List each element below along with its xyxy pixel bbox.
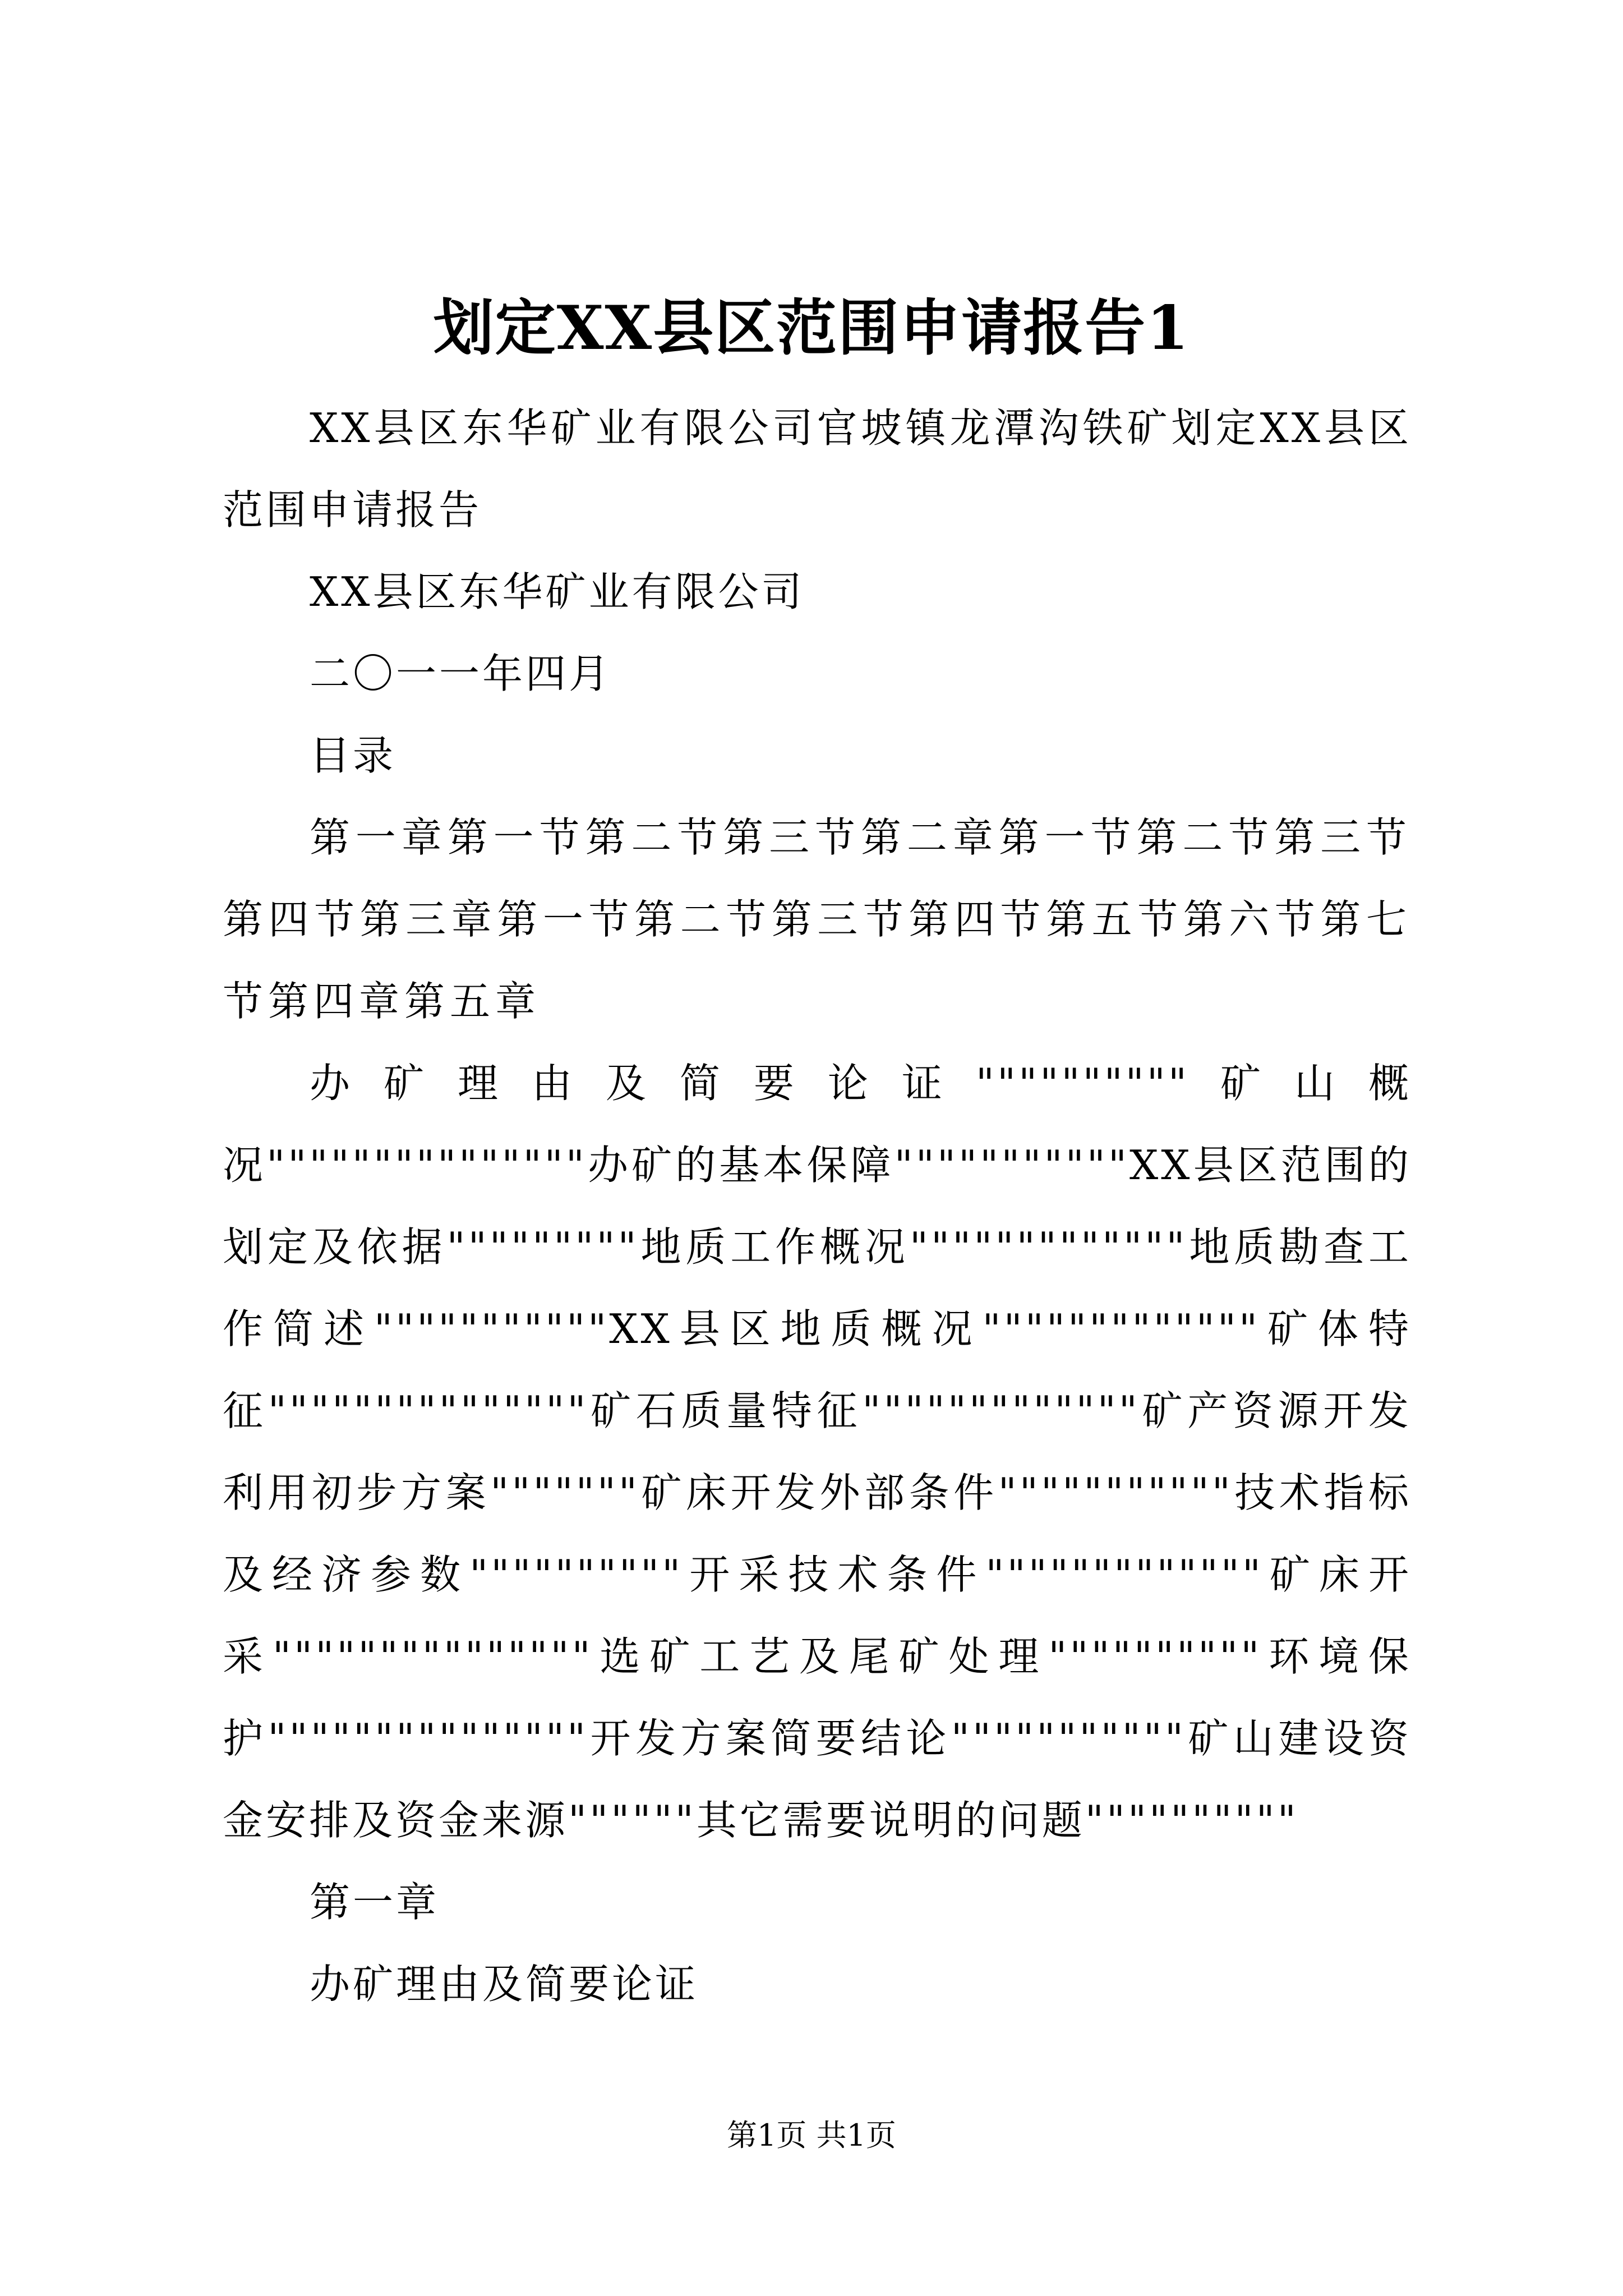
document-body <box>223 387 1412 2025</box>
toc-section-titles: 办矿理由及简要论证""""""""""矿山概况"""""""""""""""办矿的基本保障"""""""""""XX县区范围的划定及依据"""""""""地质工作概况"""""""""""""地质勘查工作简述"""""""""""XX县区地质概况"""""""""""""矿体特征"""""""""""""""矿石质量特征"""""""""""""矿产资源开发利用初步方案"""""""矿床开发外部条件"""""""""""技术指标及经济参数""""""""""开采技术条件"""""""""""""矿床开采"""""""""""""""选矿工艺及尾矿处理""""""""""环境保护"""""""""""""""开发方案简要结论"""""""""""矿山建设资金安排及资金来源""""""其它需要说明的问题"""""""""" <box>223 1060 1412 1844</box>
date-paragraph: 二〇一一年四月 <box>310 650 612 697</box>
document-title: 划定XX县区范围申请报告1 <box>433 293 1190 364</box>
chapter-one-heading: 第一章 <box>310 1879 440 1926</box>
company-name-paragraph: XX县区东华矿业有限公司 <box>310 568 805 615</box>
report-subtitle-paragraph: XX县区东华矿业有限公司官坡镇龙潭沟铁矿划定XX县区范围申请报告 <box>223 404 1412 533</box>
chapter-one-title: 办矿理由及简要论证 <box>310 1961 699 2008</box>
toc-heading: 目录 <box>310 732 396 779</box>
page-footer: 第1页 共1页 <box>727 2118 896 2153</box>
toc-chapter-list: 第一章第一节第二节第三节第二章第一节第二节第三节第四节第三章第一节第二节第三节第四节第五节第六节第七节第四章第五章 <box>223 814 1412 1025</box>
